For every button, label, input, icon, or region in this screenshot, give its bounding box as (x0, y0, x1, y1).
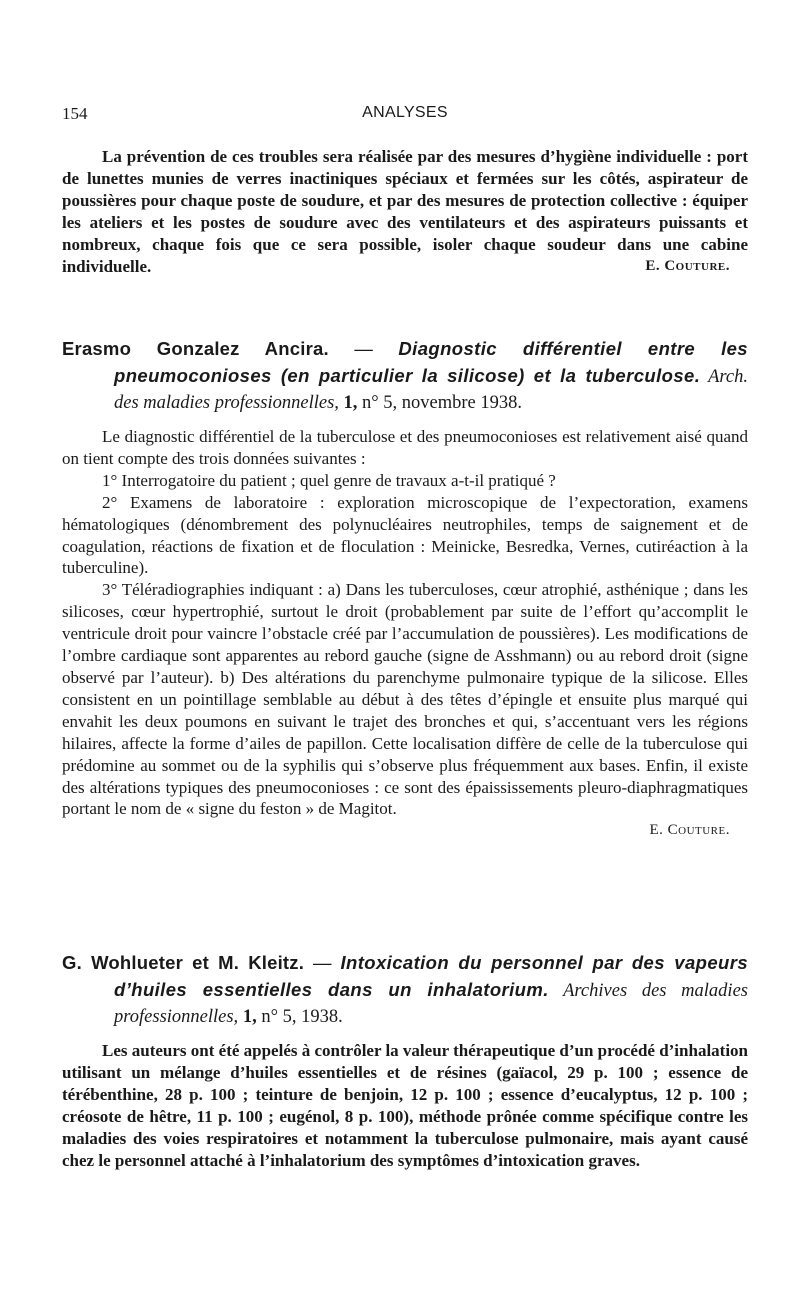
article-2-heading (62, 950, 748, 1030)
article-2-citation: G. Wohlueter et M. Kleitz. — Intoxication du personnel par des vapeurs d’huiles essentielles dans un inhalatorium. Archives des maladies professionnelles, 1, n° 5, 1938. (62, 952, 749, 1027)
article-1-paragraph-1: Le diagnostic différentiel de la tuberculose et des pneumoconioses est relativement aisé quand on tient compte des trois données suivantes : (62, 427, 748, 468)
article-2-volume: 1, (238, 1007, 257, 1027)
article-1-paragraph-2: 1° Interrogatoire du patient ; quel genre de travaux a-t-il pratiqué ? (102, 470, 556, 490)
article-1-issue: n° 5, novembre 1938. (357, 393, 523, 413)
article-1-heading (62, 336, 748, 416)
article-2-body (62, 1040, 748, 1171)
article-1-paragraph-3: 2° Examens de laboratoire : exploration microscopique de l’expectoration, examens hématologiques (dénombrement des polynucléaires neutrophiles, temps de saignement et de coagulation, réactions de fixation et de floculation : Meinicke, Besredka, Vernes, cutiréaction à la tuberculine). (62, 492, 748, 578)
intro-paragraph: La prévention de ces troubles sera réalisée par des mesures d’hygiène individuelle : port de lunettes munies de verres inactiniques spéciaux et fermées sur les côtés, aspirateur de poussières pour chaque poste de soudure, et par des mesures de protection collective : équiper les ateliers et les postes de soudure avec des ventilateurs et des aspirateurs puissants et nombreux, chaque fois que ce sera possible, isoler chaque soudeur dans une cabine individuelle. E. Couture. (62, 147, 748, 276)
running-head: ANALYSES (362, 104, 448, 121)
page-header (62, 104, 748, 128)
article-1-volume: 1, (338, 393, 358, 413)
article-1-signature: E. Couture. (649, 822, 730, 839)
intro-signature: E. Couture. (645, 257, 730, 274)
article-1-citation: Erasmo Gonzalez Ancira. — Diagnostic différentiel entre les pneumoconioses (en particulier la silicose) et la tuberculose. Arch. des maladies professionnelles, 1, n° 5, novembre 1938. (62, 338, 748, 413)
article-1-title: Diagnostic différentiel entre les pneumoconioses (en particulier la silicose) et la tuberculose. (114, 338, 748, 386)
article-1-body (62, 426, 748, 842)
article-1-author: Erasmo Gonzalez Ancira. (62, 338, 329, 359)
article-2-author: G. Wohlueter et M. Kleitz. (62, 952, 305, 973)
article-1-journal: Arch. des maladies professionnelles, (114, 367, 748, 413)
article-2-issue: n° 5, 1938. (256, 1007, 343, 1027)
page-number: 154 (62, 104, 88, 123)
article-1-paragraph-4: 3° Téléradiographies indiquant : a) Dans les tuberculoses, cœur atrophié, asthénique ; dans les silicoses, cœur hypertrophié, surtout le droit (probablement par suite de l’effort qu’accomplit le ventricule droit pour vaincre l’obstacle créé par l’accumulation de poussières). Les modifications de l’ombre cardiaque sont apparentes au rebord gauche (signe de Asshmann) ou au rebord droit (signe observé par l’auteur). b) Des altérations du parenchyme pulmonaire typique de la silicose. Elles consistent en un pointillage semblable au début à des têtes d’épingle et ensuite plus marqué qui envahit les deux poumons en suivant le trajet des bronches et qui, s’accentuant vers les régions hilaires, affecte la forme d’ailes de papillon. Cette localisation diffère de celle de la tuberculose qui prédomine au sommet ou de la syphilis qui s’observe plus fréquemment aux bases. Enfin, il existe des altérations typiques des pneumoconioses : ce sont des épaississements pleuro-diaphragmatiques portant le nom de « signe du feston » de Magitot. (62, 580, 748, 819)
article-2-paragraph: Les auteurs ont été appelés à contrôler la valeur thérapeutique d’un procédé d’inhalation utilisant un mélange d’huiles essentielles et de résines (gaïacol, 29 p. 100 ; essence de térébenthine, 28 p. 100 ; teinture de benjoin, 12 p. 100 ; essence d’eucalyptus, 12 p. 100 ; créosote de hêtre, 11 p. 100 ; eugénol, 8 p. 100), méthode prônée comme spécifique contre les maladies des voies respiratoires et notamment la tuberculose pulmonaire, mais ayant causé chez le personnel attaché à l’inhalatorium des symptômes d’intoxication graves. (62, 1041, 748, 1170)
article-2-title: Intoxication du personnel par des vapeurs d’huiles essentielles dans un inhalatorium. (114, 952, 749, 1000)
article-2-journal: Archives des maladies professionnelles, (114, 981, 748, 1027)
intro-section (62, 146, 748, 277)
